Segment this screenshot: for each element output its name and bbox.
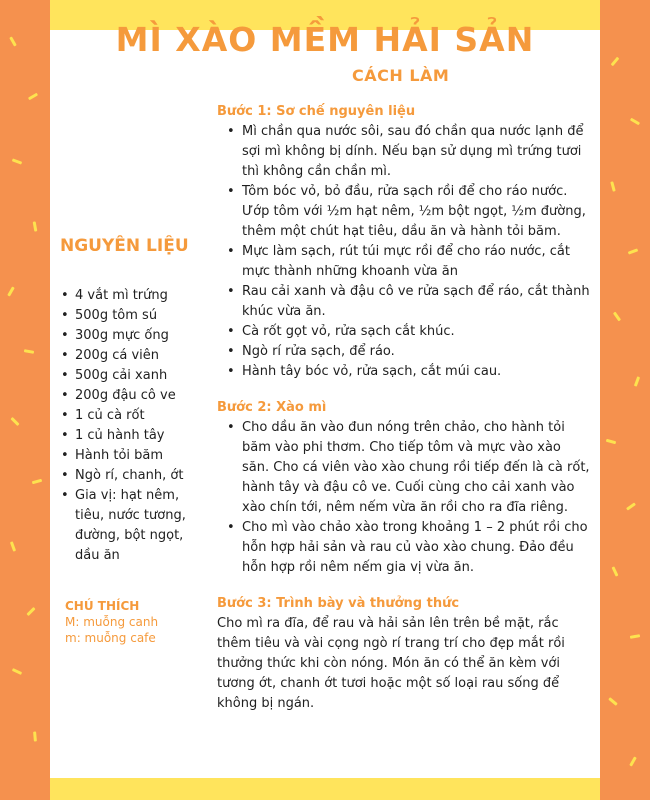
step-item: • Cho dầu ăn vào đun nóng trên chảo, cho hành tỏi băm vào phi thơm. Cho tiếp tôm và mực vào xào săn. Cho cá viên vào xào chung rồi tiếp đến là cà rốt, hành tây và đậu cô ve. Cuối cùng cho cải xanh vào xào chín tới, nêm nếm vừa ăn rồi cho ra đĩa riêng.: [217, 418, 590, 518]
confetti-mark: [12, 668, 22, 675]
ingredient-item: • 1 củ cà rốt: [60, 406, 210, 426]
confetti-mark: [634, 376, 640, 386]
confetti-mark: [28, 93, 38, 101]
confetti-mark: [630, 118, 640, 126]
steps-column: [217, 102, 590, 714]
confetti-mark: [7, 286, 15, 296]
ingredient-item: • 4 vắt mì trứng: [60, 286, 210, 306]
step-item: • Mì chần qua nước sôi, sau đó chần qua nước lạnh để sợi mì không bị dính. Nếu bạn sử dụng mì trứng tươi thì không cần chần mì.: [217, 122, 590, 182]
step-list: [217, 418, 590, 578]
page-subtitle: CÁCH LÀM: [352, 66, 450, 85]
notes-box: [60, 598, 210, 646]
confetti-mark: [33, 731, 37, 741]
confetti-mark: [33, 221, 38, 231]
step-item: • Mực làm sạch, rút túi mực rồi để cho ráo nước, cắt mực thành những khoanh vừa ăn: [217, 242, 590, 282]
confetti-mark: [629, 756, 637, 766]
step-title: Bước 3: Trình bày và thưởng thức: [217, 596, 460, 611]
ingredient-item: • Gia vị: hạt nêm, tiêu, nước tương, đường, bột ngọt, dầu ăn: [60, 486, 210, 566]
confetti-mark: [612, 566, 619, 576]
ingredients-column: [60, 236, 210, 646]
notes-title: CHÚ THÍCH: [65, 599, 140, 613]
confetti-mark: [611, 57, 620, 67]
confetti-mark: [630, 634, 640, 639]
ingredient-item: • 500g tôm sú: [60, 306, 210, 326]
step-item: • Tôm bóc vỏ, bỏ đầu, rửa sạch rồi để cho ráo nước. Ướp tôm với ½m hạt nêm, ½m bột ngọt, ½m đường, thêm một chút hạt tiêu, dầu ăn và hành tỏi băm.: [217, 182, 590, 242]
page-title: MÌ XÀO MỀM HẢI SẢN: [115, 20, 535, 59]
ingredient-item: • 300g mực ống: [60, 326, 210, 346]
bottom-band: [50, 778, 600, 800]
confetti-mark: [10, 541, 16, 551]
ingredient-item: • Ngò rí, chanh, ớt: [60, 466, 210, 486]
ingredient-item: • 1 củ hành tây: [60, 426, 210, 446]
ingredient-item: • 200g cá viên: [60, 346, 210, 366]
step-title: Bước 2: Xào mì: [217, 400, 327, 415]
step-title: Bước 1: Sơ chế nguyên liệu: [217, 104, 416, 119]
step-item: • Cho mì vào chảo xào trong khoảng 1 – 2 phút rồi cho hỗn hợp hải sản và rau củ vào xào chung. Đảo đều hỗn hợp rồi nêm nếm gia vị vừa ăn.: [217, 518, 590, 578]
step-item: • Ngò rí rửa sạch, để ráo.: [217, 342, 590, 362]
right-decor-strip: [600, 0, 650, 800]
ingredients-list: [60, 286, 210, 566]
confetti-mark: [12, 158, 22, 164]
notes-line: m: muỗng cafe: [65, 631, 156, 645]
confetti-mark: [32, 479, 42, 484]
confetti-mark: [9, 36, 17, 46]
left-decor-strip: [0, 0, 50, 800]
confetti-mark: [606, 439, 616, 444]
confetti-mark: [613, 312, 621, 322]
notes-line: M: muỗng canh: [65, 615, 159, 629]
ingredient-item: • 500g cải xanh: [60, 366, 210, 386]
confetti-mark: [26, 607, 35, 616]
step-item: • Hành tây bóc vỏ, rửa sạch, cắt múi cau.: [217, 362, 590, 382]
ingredient-item: • Hành tỏi băm: [60, 446, 210, 466]
confetti-mark: [24, 349, 34, 354]
confetti-mark: [610, 181, 615, 191]
ingredient-item: • 200g đậu cô ve: [60, 386, 210, 406]
confetti-mark: [626, 502, 636, 510]
confetti-mark: [628, 248, 638, 254]
confetti-mark: [608, 697, 618, 706]
step-item: • Cà rốt gọt vỏ, rửa sạch cắt khúc.: [217, 322, 590, 342]
step-item: • Rau cải xanh và đậu cô ve rửa sạch để ráo, cắt thành khúc vừa ăn.: [217, 282, 590, 322]
confetti-mark: [10, 417, 19, 426]
step-paragraph: Cho mì ra đĩa, để rau và hải sản lên trên bề mặt, rắc thêm tiêu và vài cọng ngò rí trang trí cho đẹp mắt rồi thưởng thức khi còn nóng. Món ăn có thể ăn kèm với tương ớt, chanh ớt tươi hoặc một số loại rau sống để không bị ngán.: [217, 616, 565, 711]
step-list: [217, 122, 590, 382]
ingredients-title: NGUYÊN LIỆU: [60, 236, 189, 256]
